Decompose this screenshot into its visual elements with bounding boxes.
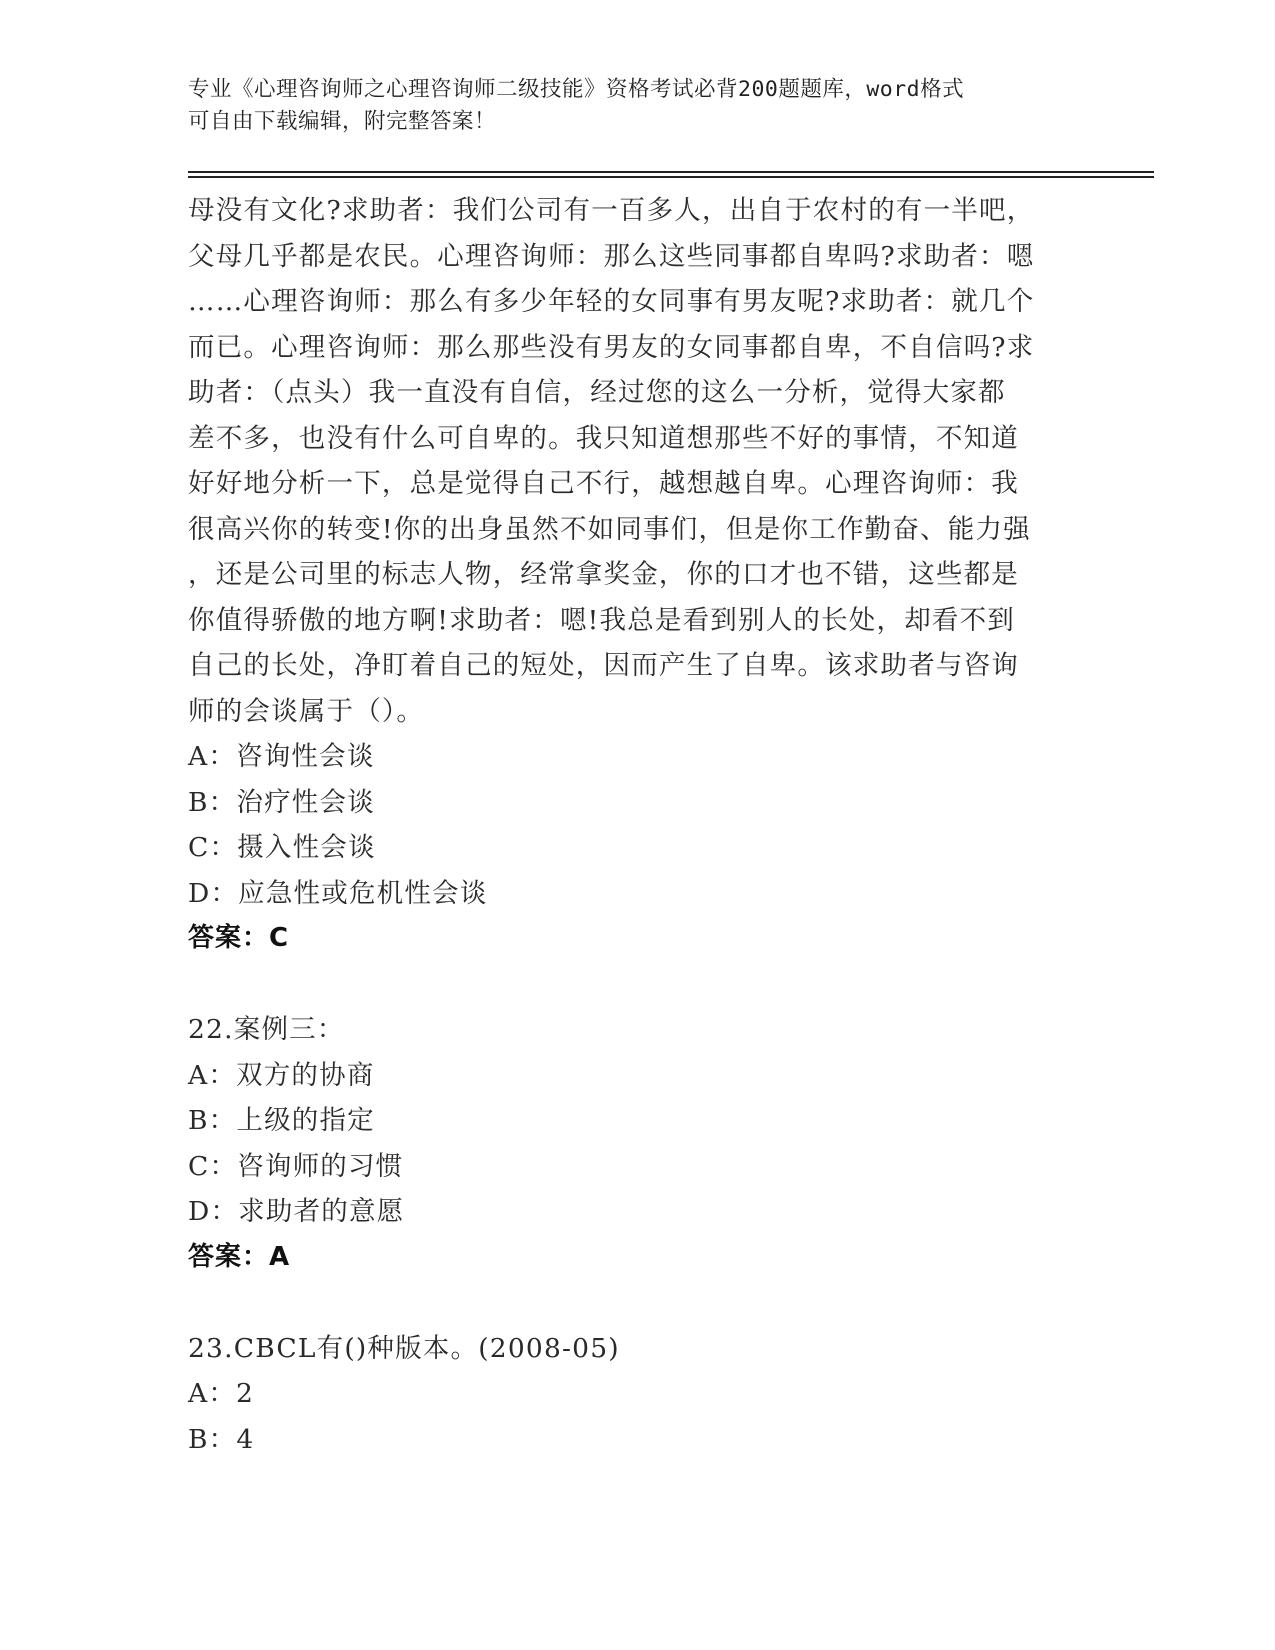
header-line-2: 可自由下载编辑，附完整答案！ bbox=[188, 109, 497, 134]
option-d: D：应急性或危机性会谈 bbox=[188, 877, 488, 909]
answer-text: 答案：C bbox=[188, 923, 290, 953]
question-stem-line: 师的会谈属于（）。 bbox=[188, 695, 425, 727]
option-a: A：双方的协商 bbox=[188, 1059, 375, 1091]
question-21 bbox=[188, 188, 1088, 962]
question-stem-line: 你值得骄傲的地方啊!求助者：嗯!我总是看到别人的长处，却看不到 bbox=[188, 604, 1015, 636]
option-b: B：上级的指定 bbox=[188, 1105, 375, 1136]
question-stem-line: 差不多，也没有什么可自卑的。我只知道想那些不好的事情，不知道 bbox=[188, 422, 1019, 454]
option-b: B：4 bbox=[188, 1423, 255, 1455]
option-b: B：治疗性会谈 bbox=[188, 786, 375, 818]
spacer bbox=[188, 962, 1088, 1008]
question-stem-line: ，还是公司里的标志人物，经常拿奖金，你的口才也不错，这些都是 bbox=[188, 559, 1019, 590]
option-d: D：求助者的意愿 bbox=[188, 1196, 405, 1227]
option-a: A：2 bbox=[188, 1378, 255, 1409]
header-divider-bottom bbox=[188, 176, 1154, 178]
question-stem: 23.CBCL有()种版本。(2008-05) bbox=[188, 1332, 620, 1364]
question-stem: 22.案例三： bbox=[188, 1014, 345, 1045]
question-stem-line: 很高兴你的转变!你的出身虽然不如同事们，但是你工作勤奋、能力强 bbox=[188, 513, 1031, 545]
question-stem-line: ……心理咨询师：那么有多少年轻的女同事有男友呢?求助者：就几个 bbox=[188, 286, 1035, 317]
question-stem-line: 好好地分析一下，总是觉得自己不行，越想越自卑。心理咨询师：我 bbox=[188, 468, 1019, 499]
header-line-1: 专业《心理咨询师之心理咨询师二级技能》资格考试必背200题题库，word格式 bbox=[188, 77, 965, 102]
question-stem-line: 而已。心理咨询师：那么那些没有男友的女同事都自卑，不自信吗?求 bbox=[188, 331, 1035, 363]
question-stem-line: 母没有文化?求助者：我们公司有一百多人，出自于农村的有一半吧， bbox=[188, 195, 1035, 226]
option-a: A：咨询性会谈 bbox=[188, 741, 375, 772]
answer-text: 答案：A bbox=[188, 1241, 291, 1272]
question-23 bbox=[188, 1326, 1088, 1463]
question-stem-line: 自己的长处，净盯着自己的短处，因而产生了自卑。该求助者与咨询 bbox=[188, 650, 1019, 681]
option-c: C：咨询师的习惯 bbox=[188, 1150, 404, 1182]
question-stem-line: 助者：（点头）我一直没有自信，经过您的这么一分析，觉得大家都 bbox=[188, 377, 1006, 408]
spacer bbox=[188, 1280, 1088, 1326]
question-stem-line: 父母几乎都是农民。心理咨询师：那么这些同事都自卑吗?求助者：嗯 bbox=[188, 240, 1035, 272]
page-header bbox=[188, 74, 1088, 138]
document-body bbox=[188, 188, 1088, 1462]
question-22 bbox=[188, 1007, 1088, 1280]
header-divider-top bbox=[188, 171, 1154, 173]
option-c: C：摄入性会谈 bbox=[188, 832, 376, 863]
